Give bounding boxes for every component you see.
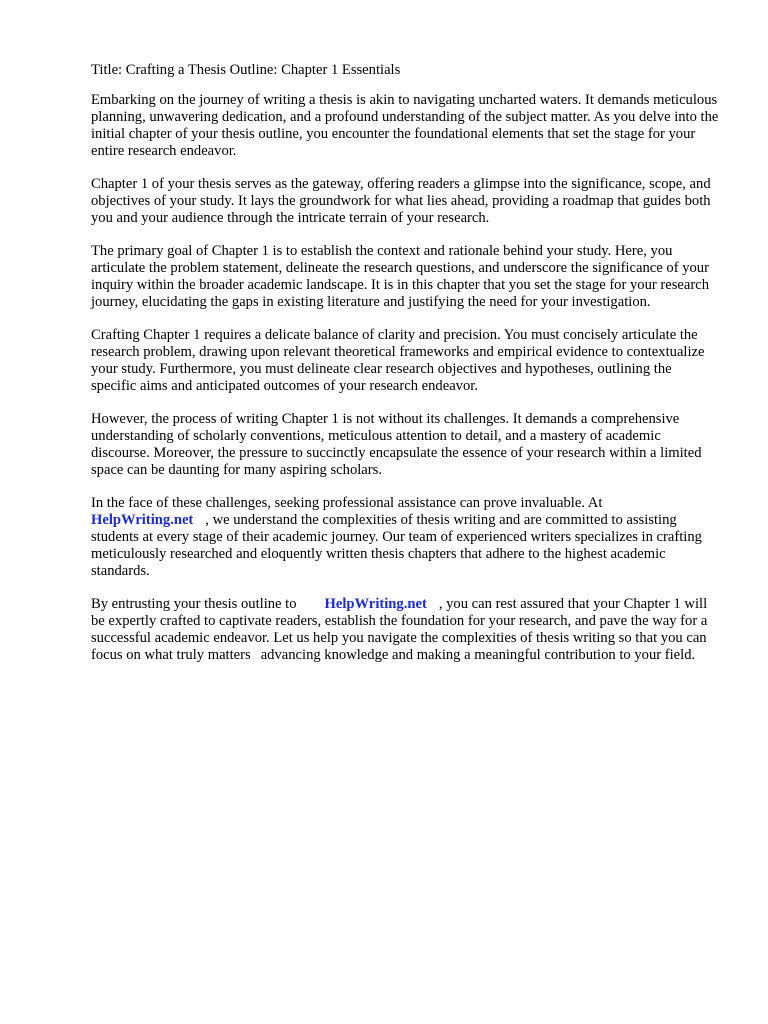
helpwriting-link-2[interactable]: HelpWriting.net xyxy=(324,596,427,612)
paragraph-7 xyxy=(91,596,719,664)
paragraph-1: Embarking on the journey of writing a thesis is akin to navigating uncharted waters. It demands meticulous planning, unwavering dedication, and a profound understanding of the subject matter. As you delve into the initial chapter of your thesis outline, you encounter the foundational elements that set the stage for your entire research endeavor. xyxy=(91,92,719,159)
paragraph-6 xyxy=(91,495,719,580)
paragraph-7-middle: , you can rest assured that your Chapter 1 will be expertly crafted to captivate readers, establish the foundation for your research, and pave the way for a successful academic endeavor. Let us help you navigate the complexities of thesis writing so that you can focus on what truly matters xyxy=(91,596,708,663)
helpwriting-link-1[interactable]: HelpWriting.net xyxy=(91,512,194,528)
document-page xyxy=(91,62,719,680)
paragraph-6-rest: , we understand the complexities of thesis writing and are committed to assisting students at every stage of their academic journey. Our team of experienced writers specializes in crafting meticulously researched and eloquently written thesis chapters that adhere to the highest academic standards. xyxy=(91,512,702,579)
paragraph-7-end: advancing knowledge and making a meaningful contribution to your field. xyxy=(260,647,696,663)
paragraph-5: However, the process of writing Chapter 1 is not without its challenges. It demands a comprehensive understanding of scholarly conventions, meticulous attention to detail, and a mastery of academic discourse. Moreover, the pressure to succinctly encapsulate the essence of your research within a limited space can be daunting for many aspiring scholars. xyxy=(91,411,702,478)
paragraph-2: Chapter 1 of your thesis serves as the gateway, offering readers a glimpse into the significance, scope, and objectives of your study. It lays the groundwork for what lies ahead, providing a roadmap that guides both you and your audience through the intricate terrain of your research. xyxy=(91,176,711,226)
paragraph-3: The primary goal of Chapter 1 is to establish the context and rationale behind your study. Here, you articulate the problem statement, delineate the research questions, and underscore the significance of your inquiry within the broader academic landscape. It is in this chapter that you set the stage for your research journey, elucidating the gaps in existing literature and justifying the need for your investigation. xyxy=(91,243,709,310)
document-title: Title: Crafting a Thesis Outline: Chapter 1 Essentials xyxy=(91,62,401,78)
paragraph-6-intro: In the face of these challenges, seeking professional assistance can prove invaluable. At xyxy=(91,495,603,511)
paragraph-4: Crafting Chapter 1 requires a delicate balance of clarity and precision. You must concisely articulate the research problem, drawing upon relevant theoretical frameworks and empirical evidence to contextualize your study. Furthermore, you must delineate clear research objectives and hypotheses, outlining the specific aims and anticipated outcomes of your research endeavor. xyxy=(91,327,705,394)
paragraph-7-intro: By entrusting your thesis outline to xyxy=(91,596,297,612)
